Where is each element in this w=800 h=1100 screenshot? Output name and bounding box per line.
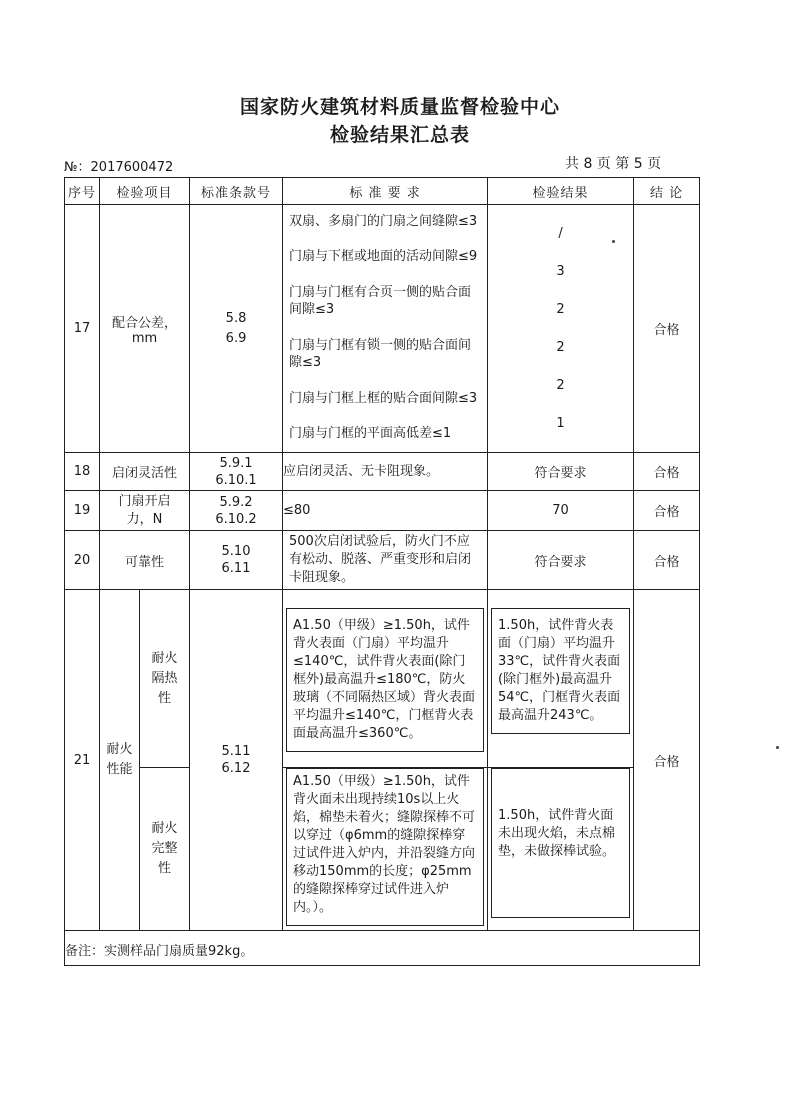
result-list	[488, 205, 634, 453]
clause-number: 5.8 6.9	[190, 205, 283, 453]
row-no: 17	[65, 205, 100, 453]
table-row	[65, 205, 700, 453]
result-value: 70	[488, 491, 634, 531]
clause-number: 5.9.1 6.10.1	[190, 453, 283, 491]
requirement-item: 门扇与门框有合页一侧的贴合面间隙≤3	[289, 285, 472, 318]
requirement: A1.50（甲级）≥1.50h，试件背火表面（门扇）平均温升≤140℃，试件背火表面(除门框外)最高温升≤180℃，防火玻璃（不同隔热区域）背火表面平均温升≤140℃，门框背火表面最高温升≤360℃。	[286, 608, 484, 752]
conclusion: 合格	[634, 590, 700, 931]
result-value: 1.50h，试件背火表面（门扇）平均温升33℃，试件背火表面(除门框外)最高温升54℃，门框背火表面最高温升243℃。	[491, 608, 630, 734]
remark: 备注：实测样品门扇质量92kg。	[65, 931, 700, 966]
requirement: 应启闭灵活、无卡阻现象。	[283, 453, 488, 491]
result-value: 符合要求	[488, 453, 634, 491]
requirement-item: 门扇与门框的平面高低差≤1	[289, 426, 452, 442]
clause-number: 5.9.2 6.10.2	[190, 491, 283, 531]
col-header-requirement: 标 准 要 求	[283, 178, 488, 205]
clause-number: 5.10 6.11	[190, 531, 283, 590]
conclusion: 合格	[634, 491, 700, 531]
result-value: 3	[556, 264, 565, 279]
item-name: 门扇开启力，N	[100, 491, 190, 531]
table-row	[65, 590, 700, 768]
page-info: 共 8 页 第 5 页	[565, 156, 662, 172]
table-row	[65, 491, 700, 531]
sub-item-name: 耐火隔热性	[140, 590, 190, 768]
result-value: /	[558, 226, 563, 241]
row-no: 18	[65, 453, 100, 491]
requirement-cell	[283, 590, 488, 768]
row-no: 20	[65, 531, 100, 590]
col-header-conclusion: 结 论	[634, 178, 700, 205]
result-value: 1.50h，试件背火面未出现火焰，未点棉垫，未做探棒试验。	[491, 768, 630, 918]
requirement-list	[283, 205, 488, 453]
table-row	[65, 768, 700, 931]
result-cell	[488, 768, 634, 931]
scan-speck	[776, 746, 779, 749]
col-header-item: 检验项目	[100, 178, 190, 205]
requirement-item: 门扇与门框有锁一侧的贴合面间隙≤3	[289, 337, 472, 370]
row-no: 21	[65, 590, 100, 931]
result-value: 2	[556, 302, 565, 317]
result-cell	[488, 590, 634, 768]
table-row	[65, 453, 700, 491]
item-name: 启闭灵活性	[100, 453, 190, 491]
document-number: №：2017600472	[64, 160, 174, 175]
col-header-clause: 标准条款号	[190, 178, 283, 205]
row-no: 19	[65, 491, 100, 531]
header-row	[65, 178, 700, 205]
item-name: 可靠性	[100, 531, 190, 590]
conclusion: 合格	[634, 205, 700, 453]
results-table	[64, 177, 700, 966]
requirement-item: 门扇与下框或地面的活动间隙≤9	[289, 249, 478, 265]
item-name: 配合公差，mm	[100, 205, 190, 453]
result-value: 2	[556, 340, 565, 355]
table-row	[65, 531, 700, 590]
report-title: 检验结果汇总表	[329, 124, 470, 146]
item-name: 耐火性能	[100, 590, 140, 931]
col-header-result: 检验结果	[488, 178, 634, 205]
requirement-item: 双扇、多扇门的门扇之间缝隙≤3	[289, 213, 478, 229]
clause-number: 5.11 6.12	[190, 590, 283, 931]
result-value: 1	[556, 416, 565, 431]
col-header-no: 序号	[65, 178, 100, 205]
conclusion: 合格	[634, 453, 700, 491]
requirement-item: 门扇与门框上框的贴合面间隙≤3	[289, 390, 478, 406]
sub-item-name: 耐火完整性	[140, 768, 190, 931]
remark-row	[65, 931, 700, 966]
requirement: A1.50（甲级）≥1.50h，试件背火面未出现持续10s以上火焰，棉垫未着火；缝隙探棒不可以穿过（φ6mm的缝隙探棒穿过试件进入炉内，并沿裂缝方向移动150mm的长度；φ25mm的缝隙探棒穿过试件进入炉内。）。	[286, 768, 484, 926]
conclusion: 合格	[634, 531, 700, 590]
requirement: 500次启闭试验后，防火门不应有松动、脱落、严重变形和启闭卡阻现象。	[283, 531, 488, 590]
requirement: ≤80	[283, 491, 488, 531]
result-value: 符合要求	[488, 531, 634, 590]
org-name: 国家防火建筑材料质量监督检验中心	[239, 96, 560, 118]
result-value: 2	[556, 378, 565, 393]
requirement-cell	[283, 768, 488, 931]
